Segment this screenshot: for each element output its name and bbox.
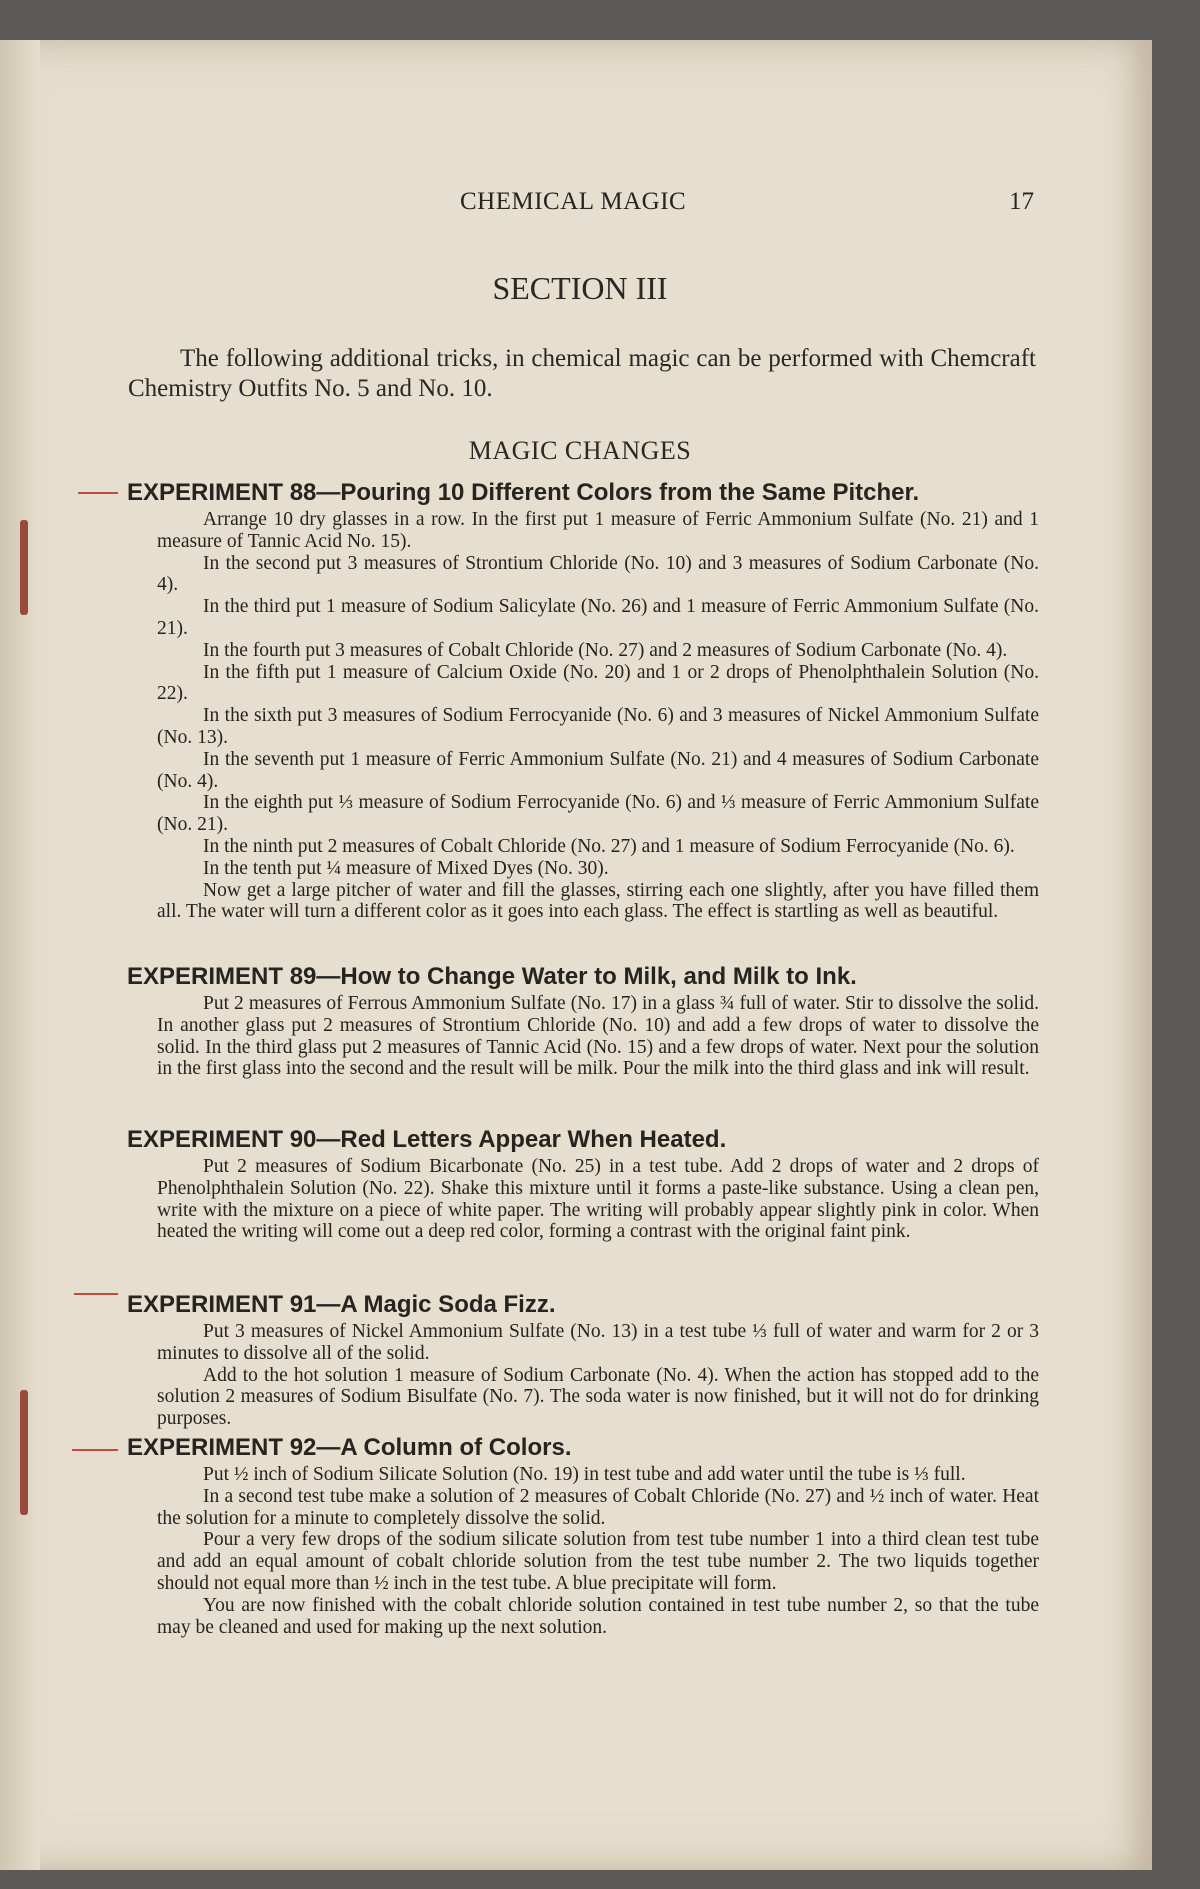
magic-changes-heading: MAGIC CHANGES (468, 436, 692, 465)
experiment-body (157, 993, 1039, 1080)
paragraph: In the second put 3 measures of Strontium Chloride (No. 10) and 3 measures of Sodium Carbonate (No. 4). (157, 552, 1039, 596)
experiment-title: EXPERIMENT 92—A Column of Colors. (127, 1434, 572, 1461)
experiment-91 (127, 1290, 1039, 1430)
experiment-90 (127, 1125, 1039, 1243)
paragraph: In the fourth put 3 measures of Cobalt Chloride (No. 27) and 2 measures of Sodium Carbonate (No. 4). (203, 639, 1008, 661)
pencil-mark (72, 1449, 118, 1451)
experiment-body (157, 1321, 1039, 1430)
paragraph: Arrange 10 dry glasses in a row. In the first put 1 measure of Ferric Ammonium Sulfate (No. 21) and 1 measure of Tannic Acid No. 15). (157, 509, 1039, 552)
running-title: CHEMICAL MAGIC (460, 188, 687, 215)
paragraph: Add to the hot solution 1 measure of Sodium Carbonate (No. 4). When the action has stopped add to the solution 2 measures of Sodium Bisulfate (No. 7). The soda water is now finished, but it will not do for drinking purposes. (157, 1364, 1039, 1430)
experiment-body (157, 1464, 1039, 1638)
experiment-92 (127, 1433, 1039, 1638)
paragraph: Put 3 measures of Nickel Ammonium Sulfate (No. 13) in a test tube ⅓ full of water and warm for 2 or 3 minutes to dissolve all of the solid. (157, 1321, 1039, 1364)
paragraph: In the third put 1 measure of Sodium Salicylate (No. 26) and 1 measure of Ferric Ammonium Sulfate (No. 21). (157, 596, 1039, 639)
paragraph: In the ninth put 2 measures of Cobalt Chloride (No. 27) and 1 measure of Sodium Ferrocyanide (No. 6). (203, 835, 1015, 857)
pencil-mark (74, 1293, 118, 1295)
book-spine (0, 40, 40, 1870)
experiment-body (157, 1156, 1039, 1243)
binding-stitch (20, 1455, 28, 1515)
paragraph: Now get a large pitcher of water and fill the glasses, stirring each one slightly, after you have filled them all. The water will turn a different color as it goes into each glass. The effect is startling as well as beautiful. (157, 879, 1039, 923)
experiment-title: EXPERIMENT 91—A Magic Soda Fizz. (127, 1291, 556, 1318)
experiment-title: EXPERIMENT 89—How to Change Water to Milk, and Milk to Ink. (127, 963, 857, 990)
paragraph: In the seventh put 1 measure of Ferric Ammonium Sulfate (No. 21) and 4 measures of Sodium Carbonate (No. 4). (157, 748, 1039, 792)
paragraph: In the tenth put ¼ measure of Mixed Dyes (No. 30). (203, 857, 609, 879)
experiment-89 (127, 962, 1039, 1080)
paragraph: Put ½ inch of Sodium Silicate Solution (No. 19) in test tube and add water until the tube is ⅓ full. (203, 1464, 966, 1485)
section-title: SECTION III (492, 270, 668, 306)
paragraph: Put 2 measures of Sodium Bicarbonate (No. 25) in a test tube. Add 2 drops of water and 2 drops of Phenolphthalein Solution (No. 22). Shake this mixture until it forms a paste-like substance. Using a clean pen, write with the mixture on a piece of white paper. The writing will probably appear slightly pink in color. When heated the writing will come out a deep red color, forming a contrast with the original faint pink. (157, 1156, 1039, 1243)
pencil-mark (78, 492, 118, 494)
experiment-body (157, 509, 1039, 923)
paragraph: Pour a very few drops of the sodium silicate solution from test tube number 1 into a third clean test tube and add an equal amount of cobalt chloride solution from the test tube number 2. The two liquids together should not equal more than ½ inch in the test tube. A blue precipitate will form. (157, 1529, 1039, 1594)
experiment-title: EXPERIMENT 90—Red Letters Appear When Heated. (127, 1126, 727, 1153)
paragraph: In a second test tube make a solution of 2 measures of Cobalt Chloride (No. 27) and ½ inch of water. Heat the solution for a minute to completely dissolve the solid. (157, 1485, 1039, 1529)
paragraph: You are now finished with the cobalt chloride solution contained in test tube number 2, so that the tube may be cleaned and used for making up the next solution. (157, 1594, 1039, 1638)
paragraph: In the eighth put ⅓ measure of Sodium Ferrocyanide (No. 6) and ⅓ measure of Ferric Ammonium Sulfate (No. 21). (157, 792, 1039, 836)
paragraph: Put 2 measures of Ferrous Ammonium Sulfate (No. 17) in a glass ¾ full of water. Stir to dissolve the solid. In another glass put 2 measures of Strontium Chloride (No. 10) and add a few drops of water to dissolve the solid. In the third glass put 2 measures of Tannic Acid (No. 15) and a few drops of water. Next pour the solution in the first glass into the second and the result will be milk. Pour the milk into the third glass and ink will result. (157, 993, 1039, 1080)
intro-paragraph: The following additional tricks, in chemical magic can be performed with Chemcraft Chemistry Outfits No. 5 and No. 10. (128, 345, 1036, 402)
experiment-88 (127, 478, 1039, 923)
paragraph: In the fifth put 1 measure of Calcium Oxide (No. 20) and 1 or 2 drops of Phenolphthalein Solution (No. 22). (157, 661, 1039, 705)
page-number: 17 (1009, 188, 1034, 215)
paragraph: In the sixth put 3 measures of Sodium Ferrocyanide (No. 6) and 3 measures of Nickel Ammonium Sulfate (No. 13). (157, 705, 1039, 748)
binding-stitch (20, 520, 28, 615)
experiment-title: EXPERIMENT 88—Pouring 10 Different Colors from the Same Pitcher. (127, 479, 920, 506)
